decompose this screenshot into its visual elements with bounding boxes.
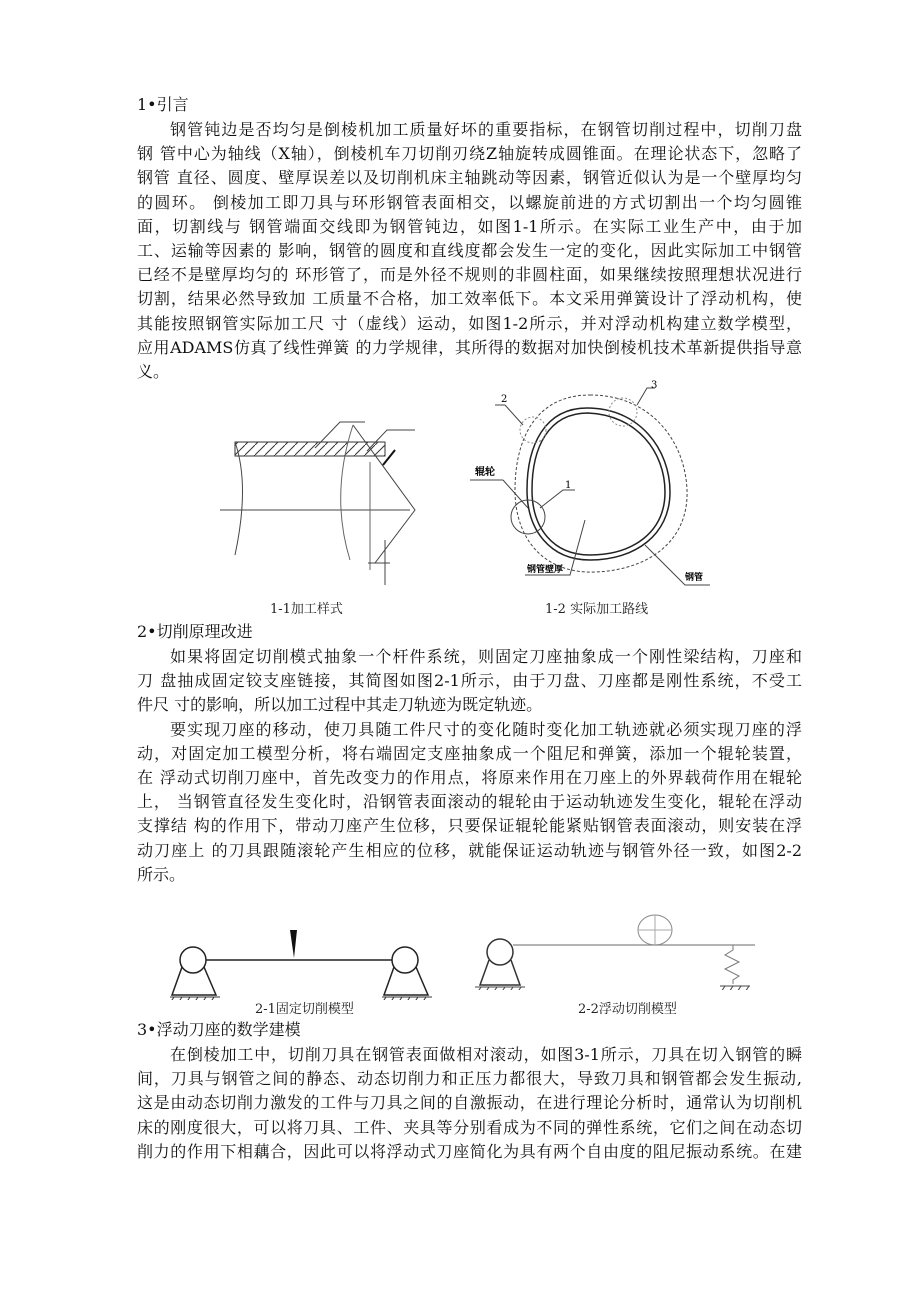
paragraph-line: 如果将固定切削模式抽象一个杆件系统，则固定刀座抽象成一个刚性梁结构，刀座和: [170, 647, 802, 666]
figure-2-2-floating-model: [475, 910, 775, 990]
label-1: 1: [565, 480, 572, 491]
label-roller: 辊轮: [475, 467, 495, 478]
figure-1-1-machining-pattern: [215, 395, 445, 595]
label-2: 2: [501, 394, 508, 405]
label-pipe: 钢管: [685, 573, 704, 583]
section-1-heading: 1•引言: [137, 95, 189, 114]
figure-2-2-caption: 2-2浮动切削模型: [578, 1002, 677, 1017]
paragraph-line: 这是由动态切削力激发的工件与刀具之间的自激振动，在进行理论分析时，通常认为切削机: [137, 1093, 802, 1113]
paragraph-line: 在 浮动式切削刀座中，首先改变力的作用点，将原来作用在刀座上的外界载荷作用在辊轮: [137, 768, 802, 787]
paragraph-line: 在倒棱加工中，切削刀具在钢管表面做相对滚动，如图3-1所示，刀具在切入钢管的瞬: [170, 1045, 802, 1064]
paragraph-line: 上， 当钢管直径发生变化时，沿钢管表面滚动的辊轮由于运动轨迹发生变化，辊轮在浮动: [137, 792, 802, 812]
paragraph-line: 动，对固定加工模型分析，将右端固定支座抽象成一个阻尼和弹簧，添加一个辊轮装置，: [137, 743, 802, 763]
figure-1-1-caption: 1-1加工样式: [270, 602, 343, 617]
paragraph-line: 其能按照钢管实际加工尺 寸（虚线）运动，如图1-2所示，并对浮动机构建立数学模型，: [137, 313, 802, 333]
paragraph-line: 面，切割线与 钢管端面交线即为钢管钝边，如图1-1所示。在实际工业生产中，由于加: [137, 216, 802, 236]
label-wall-thickness: 钢管壁厚: [527, 565, 564, 575]
paragraph-line: 切割，结果必然导致加 工质量不合格，加工效率低下。本文采用弹簧设计了浮动机构，使: [137, 289, 802, 309]
paragraph-line: 刀 盘抽成固定铰支座链接，其简图如图2-1所示，由于刀盘、刀座都是刚性系统，不受工: [137, 671, 802, 691]
paragraph-line: 间，刀具与钢管之间的静态、动态切削力和正压力都很大，导致刀具和钢管都会发生振动,: [137, 1069, 802, 1089]
paragraph-line: 钢管 直径、圆度、壁厚误差以及切削机床主轴跳动等因素，钢管近似认为是一个壁厚均匀: [137, 168, 802, 188]
paragraph-line: 义。: [137, 362, 170, 381]
paragraph-line: 支撑结 构的作用下，带动刀座产生位移，只要保证辊轮能紧贴钢管表面滚动，则安装在浮: [137, 816, 802, 836]
paragraph-line: 要实现刀座的移动，使刀具随工件尺寸的变化随时变化加工轨迹就必须实现刀座的浮: [170, 719, 802, 739]
paragraph-line: 的圆环。 倒棱加工即刀具与环形钢管表面相交，以螺旋前进的方式切割出一个均匀圆锥: [137, 192, 802, 212]
paragraph-line: 应用ADAMS仿真了线性弹簧 的力学规律，其所得的数据对加快倒棱机技术革新提供指导意: [137, 337, 802, 357]
paragraph-line: 床的刚度很大，可以将刀具、工件、夹具等分别看成为不同的弹性系统，它们之间在动态切: [137, 1117, 802, 1137]
figure-1-2-actual-path: [465, 380, 715, 590]
figure-2-1-fixed-model: [160, 925, 460, 1000]
paragraph-line: 所示。: [137, 864, 186, 884]
paragraph-line: 工、运输等因素的 影响，钢管的圆度和直线度都会发生一定的变化，因此实际加工中钢管: [137, 241, 802, 260]
label-3: 3: [651, 380, 658, 391]
paragraph-line: 动刀座上 的刀具跟随滚轮产生相应的位移，就能保证运动轨迹与钢管外径一致，如图2-2: [137, 840, 802, 860]
section-2-heading: 2•切削原理改进: [137, 622, 253, 641]
paragraph-line: 钢管钝边是否均匀是倒棱机加工质量好坏的重要指标，在钢管切削过程中，切削刀盘: [170, 120, 802, 139]
section-3-heading: 3•浮动刀座的数学建模: [137, 1020, 301, 1039]
paragraph-line: 钢 管中心为轴线（X轴），倒棱机车刀切削刃绕Z轴旋转成圆锥面。在理论状态下，忽略了: [137, 144, 802, 164]
figure-2-1-caption: 2-1固定切削模型: [255, 1002, 354, 1017]
paragraph-line: 件尺 寸的影响，所以加工过程中其走刀轨迹为既定轨迹。: [137, 695, 543, 715]
paragraph-line: 已经不是壁厚均匀的 环形管了，而是外径不规则的非圆柱面，如果继续按照理想状况进行: [137, 265, 802, 285]
figure-1-2-caption: 1-2 实际加工路线: [545, 602, 649, 617]
paragraph-line: 削力的作用下相藕合，因此可以将浮动式刀座简化为具有两个自由度的阻尼振动系统。在建: [137, 1141, 802, 1161]
